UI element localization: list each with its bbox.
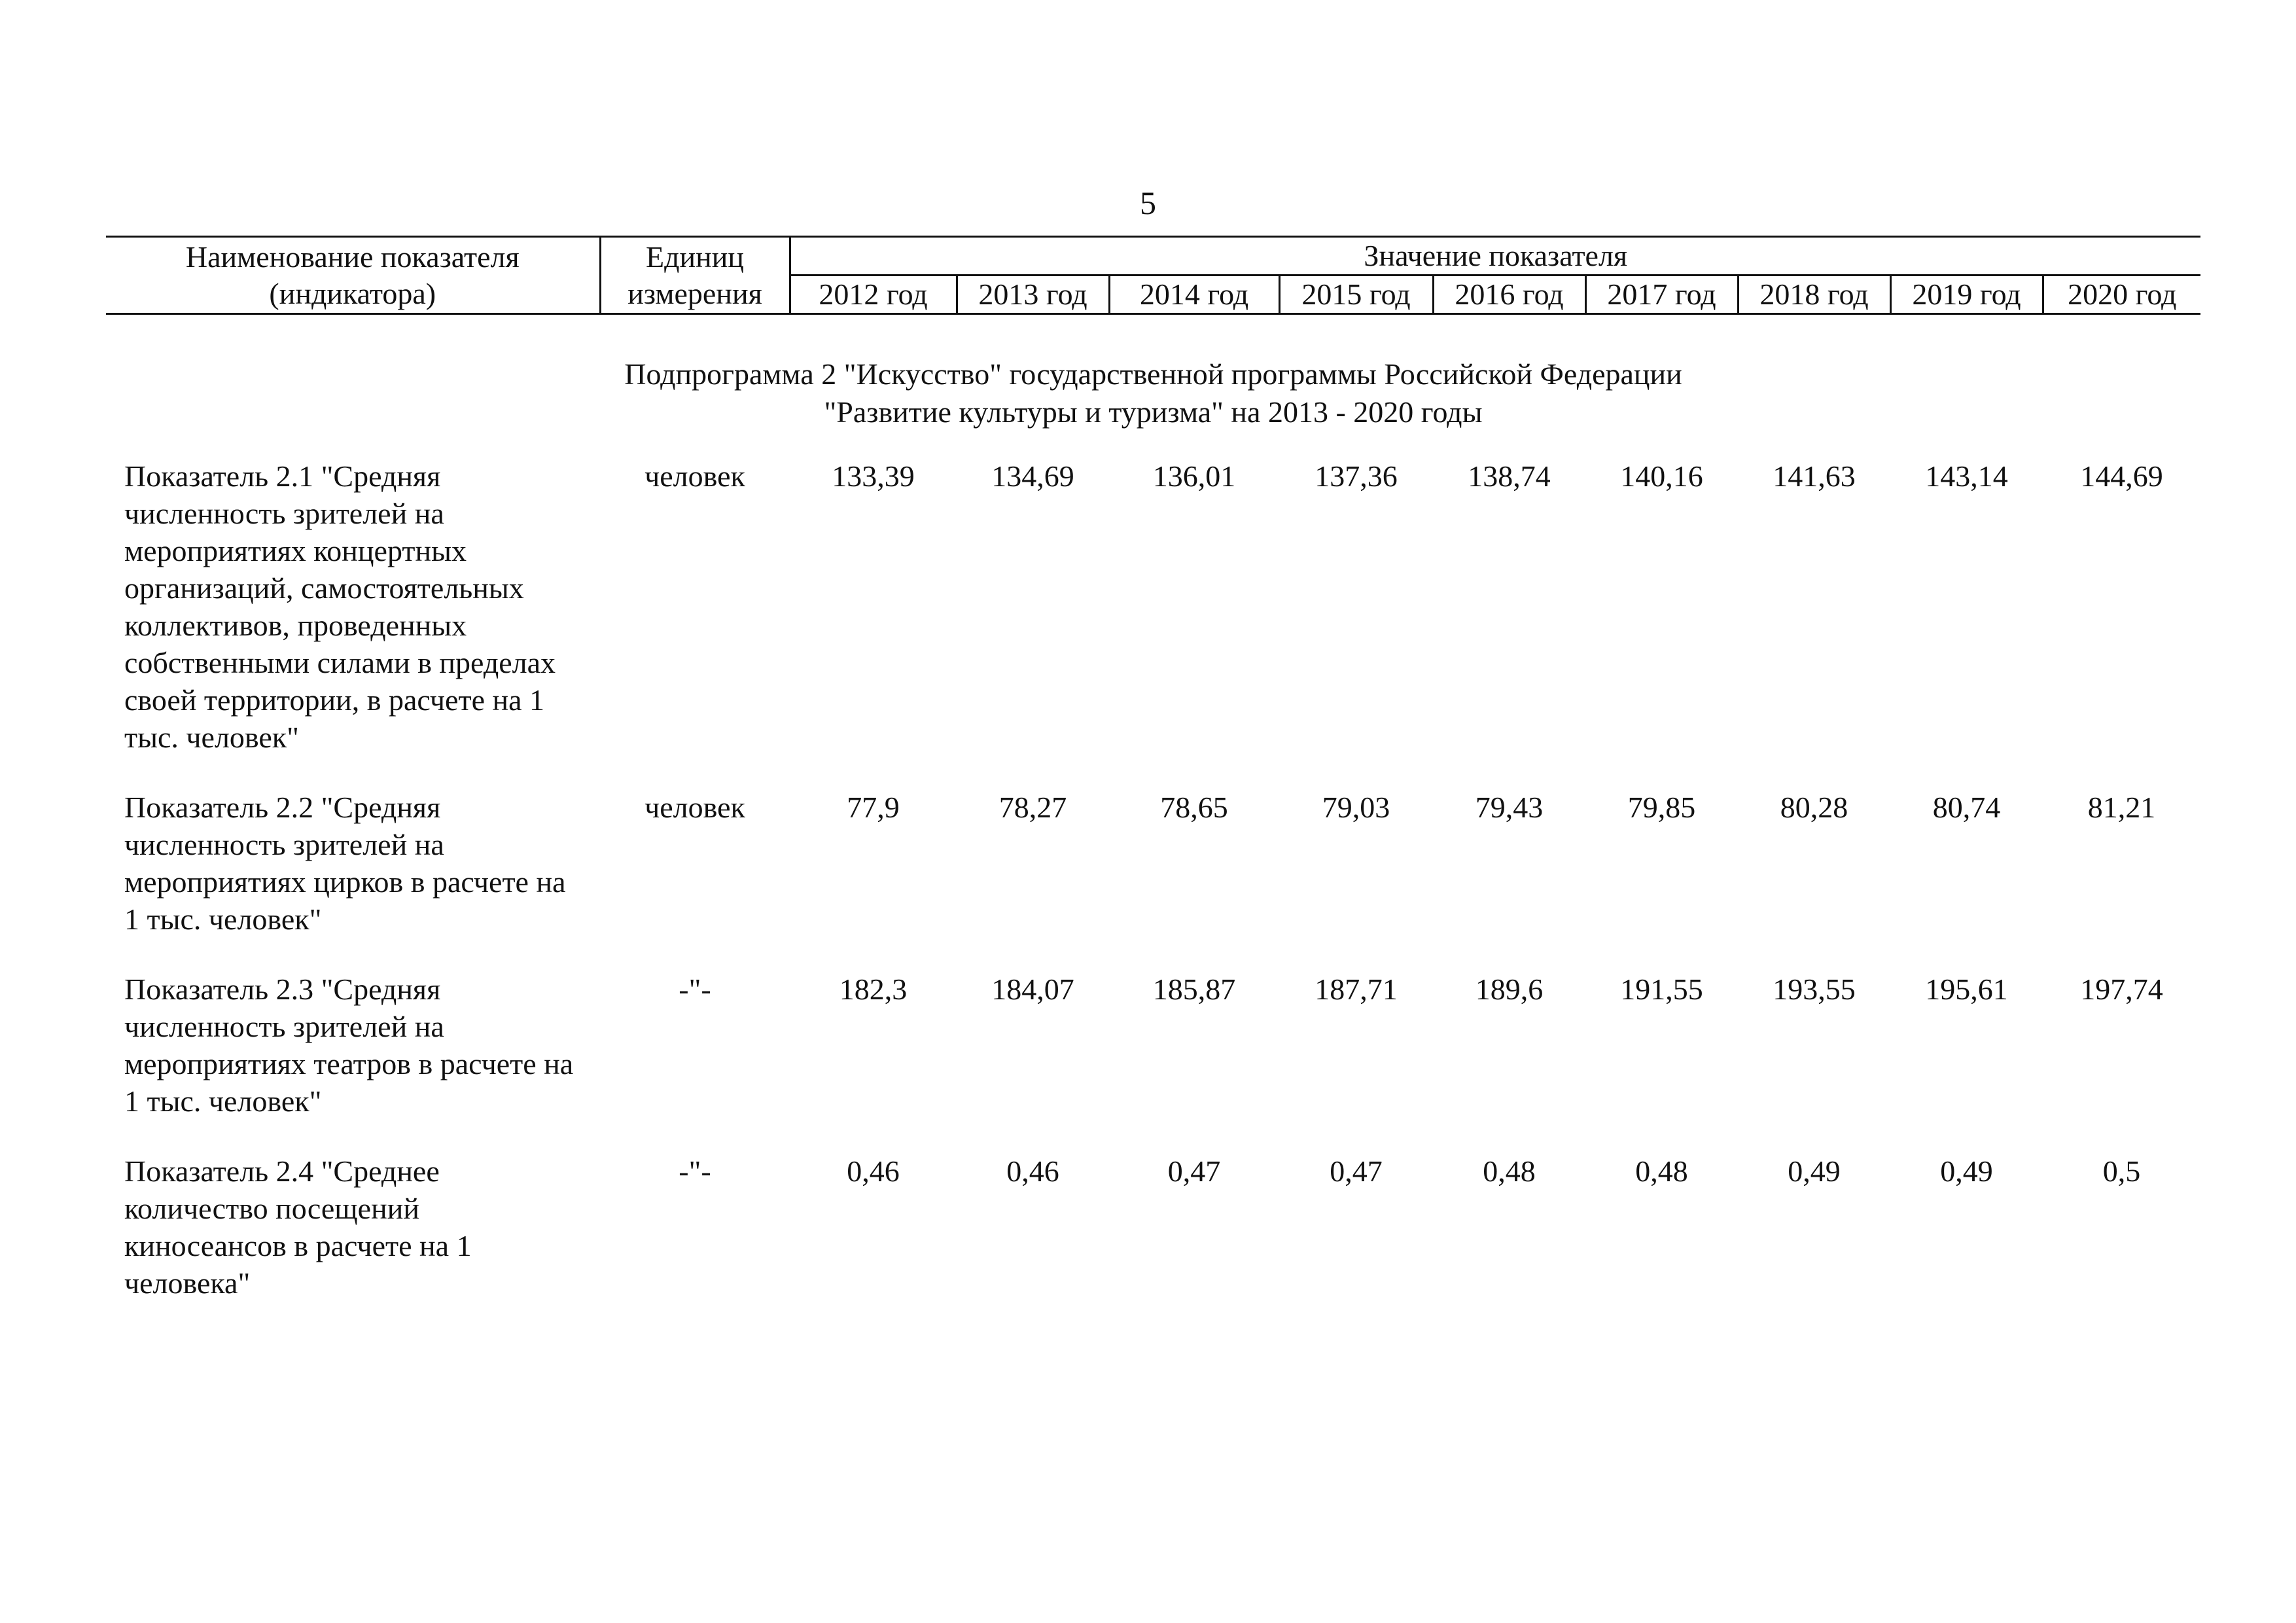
- table-row: [106, 776, 2200, 957]
- value-2013: 134,69: [991, 459, 1074, 493]
- year-header-2015: 2015 год: [1279, 276, 1433, 314]
- unit-column-header-line1: Единиц: [646, 240, 744, 274]
- values-column-header: Значение показателя: [790, 237, 2200, 276]
- indicator-unit: -"-: [679, 1154, 711, 1188]
- indicator-unit: -"-: [679, 972, 711, 1006]
- year-header-2018: 2018 год: [1738, 276, 1890, 314]
- year-header-2017: 2017 год: [1585, 276, 1738, 314]
- indicators-table: [106, 236, 2200, 1321]
- unit-column-header-line2: измерения: [627, 276, 762, 310]
- table-header: [106, 237, 2200, 314]
- value-2019: 195,61: [1925, 972, 2008, 1006]
- value-2014: 136,01: [1152, 459, 1236, 493]
- year-header-2013: 2013 год: [957, 276, 1109, 314]
- unit-column-header: [600, 237, 790, 314]
- value-2016: 0,48: [1483, 1154, 1536, 1188]
- indicator-name: Показатель 2.2 "Средняя численность зрителей на мероприятиях цирков в расчете на 1 тыс. человек": [124, 791, 566, 936]
- value-2016: 138,74: [1468, 459, 1551, 493]
- indicator-name: Показатель 2.3 "Средняя численность зрителей на мероприятиях театров в расчете на 1 тыс. человек": [124, 972, 574, 1118]
- value-2019: 143,14: [1925, 459, 2008, 493]
- value-2020: 197,74: [2080, 972, 2163, 1006]
- subprogram-title-row: [106, 314, 2200, 445]
- indicator-unit: человек: [645, 791, 745, 824]
- value-2015: 137,36: [1315, 459, 1398, 493]
- year-header-2012: 2012 год: [790, 276, 957, 314]
- value-2013: 0,46: [1006, 1154, 1059, 1188]
- table-row: [106, 1139, 2200, 1321]
- value-2012: 133,39: [832, 459, 915, 493]
- value-2012: 77,9: [847, 791, 900, 824]
- value-2014: 78,65: [1160, 791, 1228, 824]
- year-header-2020: 2020 год: [2043, 276, 2200, 314]
- value-2019: 0,49: [1940, 1154, 1993, 1188]
- value-2017: 140,16: [1620, 459, 1703, 493]
- value-2020: 0,5: [2102, 1154, 2141, 1188]
- table-row: [106, 444, 2200, 776]
- value-2018: 193,55: [1773, 972, 1856, 1006]
- value-2019: 80,74: [1932, 791, 2001, 824]
- table-body: [106, 314, 2200, 1322]
- page-number: 5: [1140, 185, 1156, 221]
- value-2018: 0,49: [1788, 1154, 1841, 1188]
- subprogram-title-line2: "Развитие культуры и туризма" на 2013 - 2020 годы: [824, 395, 1483, 429]
- value-2017: 79,85: [1627, 791, 1696, 824]
- value-2015: 187,71: [1315, 972, 1398, 1006]
- value-2017: 0,48: [1635, 1154, 1688, 1188]
- value-2013: 184,07: [991, 972, 1074, 1006]
- year-header-2016: 2016 год: [1433, 276, 1585, 314]
- indicator-name: Показатель 2.1 "Средняя численность зрителей на мероприятиях концертных организаций, самостоятельных коллективов, проведенных собственными силами в пределах своей территории, в расчете на 1 тыс. человек": [124, 459, 556, 754]
- value-2018: 80,28: [1780, 791, 1848, 824]
- value-2018: 141,63: [1773, 459, 1856, 493]
- value-2012: 182,3: [839, 972, 908, 1006]
- value-2014: 185,87: [1152, 972, 1236, 1006]
- value-2012: 0,46: [847, 1154, 900, 1188]
- table-row: [106, 957, 2200, 1139]
- value-2017: 191,55: [1620, 972, 1703, 1006]
- value-2014: 0,47: [1167, 1154, 1221, 1188]
- year-header-2019: 2019 год: [1890, 276, 2043, 314]
- value-2015: 79,03: [1322, 791, 1390, 824]
- name-column-header-line2: (индикатора): [269, 276, 436, 310]
- value-2015: 0,47: [1330, 1154, 1383, 1188]
- value-2013: 78,27: [998, 791, 1067, 824]
- name-column-header: [106, 237, 600, 314]
- value-2016: 79,43: [1475, 791, 1544, 824]
- value-2020: 144,69: [2080, 459, 2163, 493]
- subprogram-title: [106, 314, 2200, 445]
- name-column-header-line1: Наименование показателя: [185, 240, 520, 274]
- indicator-name: Показатель 2.4 "Среднее количество посещений киносеансов в расчете на 1 человека": [124, 1154, 472, 1300]
- indicator-unit: человек: [645, 459, 745, 493]
- subprogram-title-line1: Подпрограмма 2 "Искусство" государственной программы Российской Федерации: [624, 357, 1682, 391]
- year-header-2014: 2014 год: [1109, 276, 1279, 314]
- value-2016: 189,6: [1475, 972, 1544, 1006]
- value-2020: 81,21: [2087, 791, 2156, 824]
